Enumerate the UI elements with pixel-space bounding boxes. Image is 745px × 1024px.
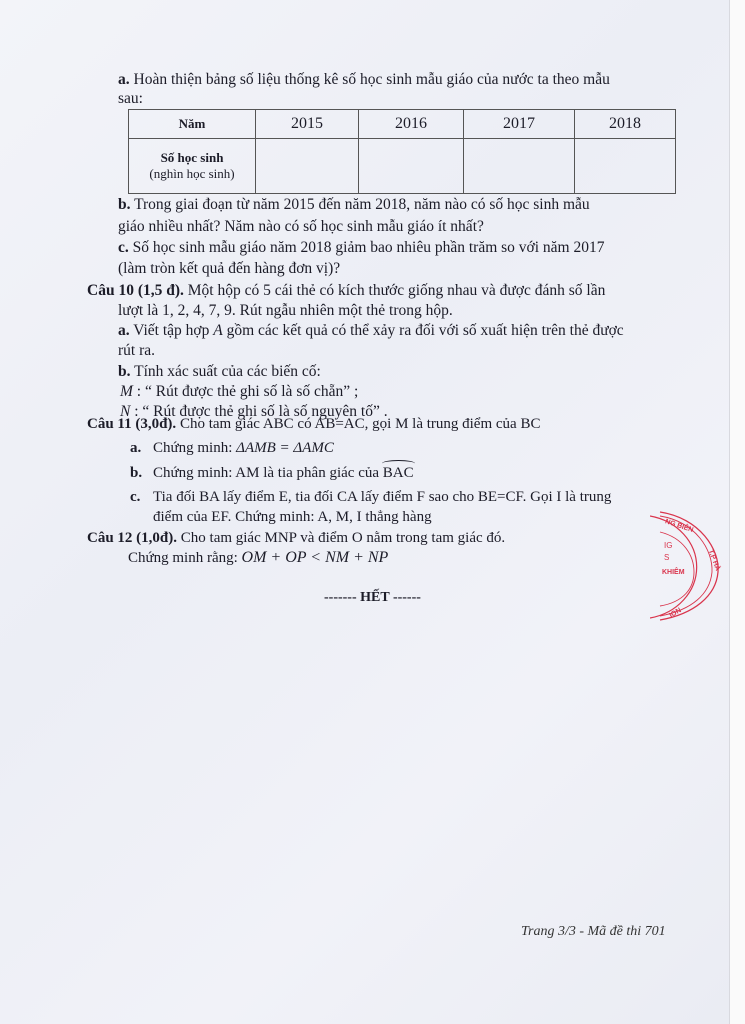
q12-text: Cho tam giác MNP và điểm O nằm trong tam giác đó. [177,530,506,546]
q9-part-a-line2: sau: [118,90,143,107]
table-year-2015: 2015 [256,110,359,139]
q9-part-c-line2: (làm tròn kết quả đến hàng đơn vị)? [118,260,341,277]
q10-part-a [118,321,624,341]
q11-title: Câu 11 (3,0đ). [87,416,177,432]
q12-line2 [128,548,388,568]
q10-part-a-pre: Viết tập hợp [129,322,214,339]
table-cell-2016 [359,139,464,194]
q10-part-b-text: Tính xác suất của các biến cố: [130,363,321,380]
table-cell-2017 [464,139,575,194]
event-m-text: : “ Rút được thẻ ghi số là số chẵn” ; [132,383,359,400]
event-m [120,382,358,402]
svg-text:S: S [664,553,670,562]
q9-part-a-text: Hoàn thiện bảng số liệu thống kê số học sinh mẫu giáo của nước ta theo mẫu [129,71,610,88]
svg-text:ION: ION [668,607,683,620]
table-cell-2018 [575,139,676,194]
q12-title: Câu 12 (1,0đ). [87,530,178,546]
svg-text:IG: IG [664,541,673,550]
q12-prompt: Chứng minh rằng: [128,550,242,566]
page-footer: Trang 3/3 - Mã đề thi 701 [521,924,666,939]
table-year-2016: 2016 [359,110,464,139]
table-year-2017: 2017 [464,110,575,139]
set-a-variable: A [213,322,223,339]
q10-part-b [118,362,321,382]
q9-part-a [118,70,610,90]
q9-part-c-label: c. [118,239,129,256]
q11-part-b [130,463,414,483]
red-seal-stamp [650,510,730,622]
angle-bac-math: BAC [382,465,414,481]
table-header-students [129,139,256,194]
q9-part-b [118,195,590,215]
q9-part-b-line2: giáo nhiều nhất? Năm nào có số học sinh mẫu giáo ít nhất? [118,218,484,235]
event-n-variable: N [120,403,131,420]
event-m-variable: M [120,383,133,400]
q10-part-b-label: b. [118,363,131,380]
q12-heading [87,528,505,548]
q11-heading [87,414,540,434]
seal-icon [650,510,730,622]
q11-part-c-label: c. [130,489,141,505]
q11-part-c [130,487,611,507]
svg-text:KHIÊM: KHIÊM [662,569,685,576]
q11-part-a-text: Chứng minh: [153,440,237,456]
q10-heading [87,281,605,301]
svg-text:T.P HÀ: T.P HÀ [706,548,721,572]
q10-text: Một hộp có 5 cái thẻ có kích thước giống nhau và được đánh số lần [183,282,606,299]
q11-part-a [130,438,334,458]
q9-part-c [118,238,604,258]
scanner-edge [729,0,745,1024]
q11-part-a-label: a. [130,440,142,456]
q10-part-a-post: gồm các kết quả có thể xảy ra đối với số xuất hiện trên thẻ được [222,322,624,339]
q11-part-a-math: ΔAMB = ΔAMC [236,440,334,456]
table-header-year: Năm [129,110,256,139]
q10-part-a-line2: rút ra. [118,342,156,359]
q11-part-c-text: Tia đối BA lấy điểm E, tia đối CA lấy điểm F sao cho BE=CF. Gọi I là trung [153,489,612,505]
students-unit: (nghìn học sinh) [149,166,235,181]
q10-part-a-label: a. [118,322,130,339]
q9-part-c-text: Số học sinh mẫu giáo năm 2018 giảm bao nhiêu phần trăm so với năm 2017 [128,239,605,256]
student-stats-table [128,109,676,194]
q11-part-c-line2: điểm của EF. Chứng minh: A, M, I thẳng hàng [153,509,432,525]
svg-text:NG BIÊN: NG BIÊN [664,518,695,534]
q10-line2: lượt là 1, 2, 4, 7, 9. Rút ngẫu nhiên một thẻ trong hộp. [118,302,453,319]
table-row-students [129,139,676,194]
q11-part-b-label: b. [130,465,143,481]
table-row-years [129,110,676,139]
students-label: Số học sinh [160,150,224,165]
q10-title: Câu 10 (1,5 đ). [87,282,184,299]
table-year-2018: 2018 [575,110,676,139]
q9-part-a-label: a. [118,71,130,88]
q9-part-b-text: Trong giai đoạn từ năm 2015 đến năm 2018, năm nào có số học sinh mẫu [130,196,590,213]
q12-math: OM + OP < NM + NP [241,549,389,566]
q11-part-b-text: Chứng minh: AM là tia phân giác của [153,465,383,481]
table-cell-2015 [256,139,359,194]
q11-text: Cho tam giác ABC có AB=AC, gọi M là trung điểm của BC [176,416,541,432]
event-n-text: : “ Rút được thẻ ghi số là số nguyên tố” . [130,403,388,420]
end-marker: ------- HẾT ------ [324,590,421,605]
q9-part-b-label: b. [118,196,131,213]
